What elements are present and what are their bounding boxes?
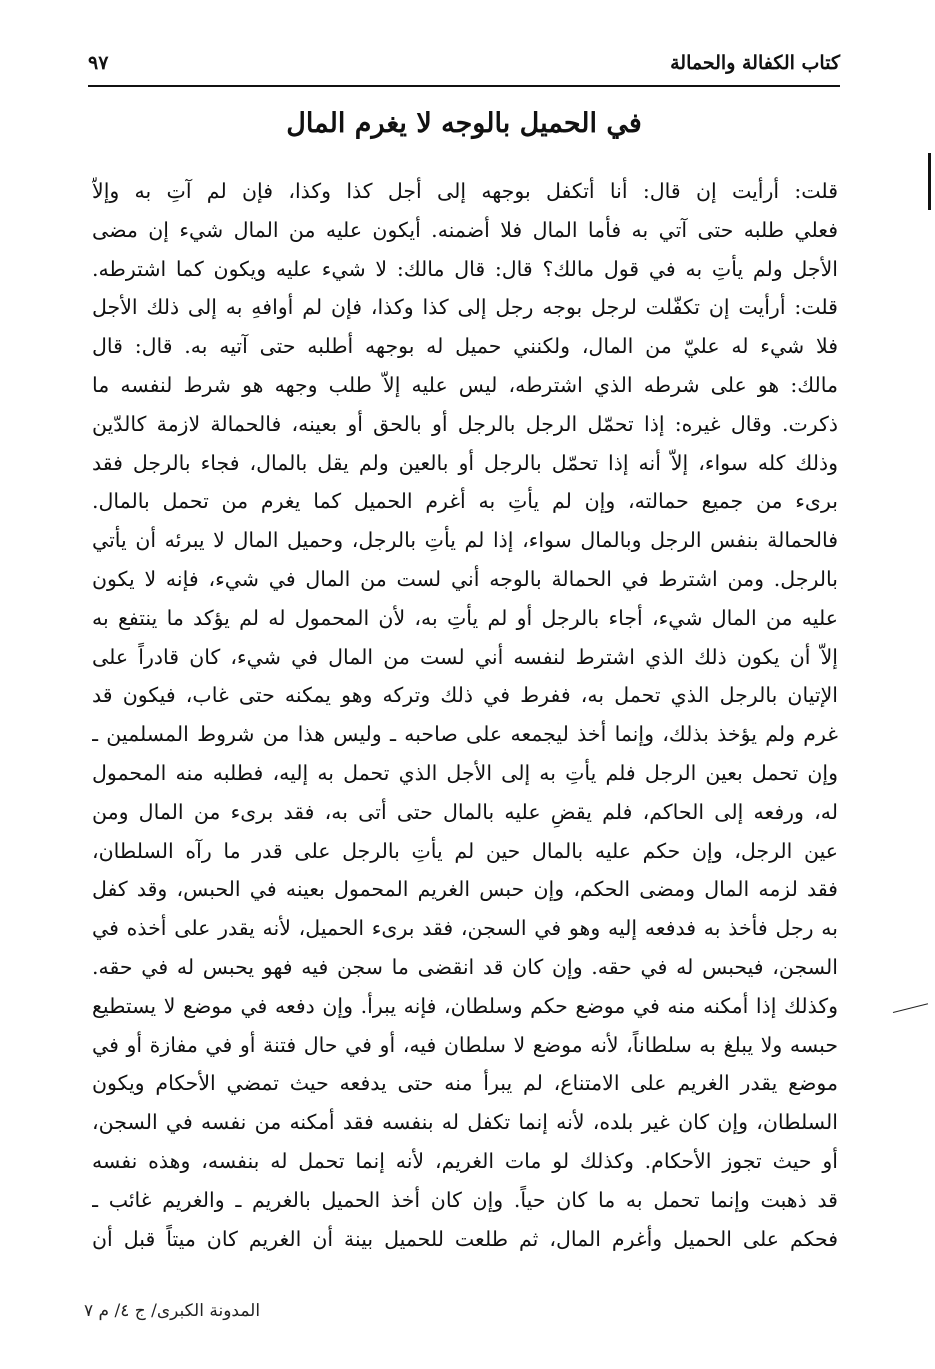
page-number: ٩٧ [88, 52, 109, 74]
page-footer: المدونة الكبرى/ ج ٤/ م ٧ [84, 1301, 261, 1321]
text-line: له، ورفعه إلى الحاكم، فلم يقضِ عليه بالمال حتى أتى به، فقد برىء من المال ومن [92, 799, 838, 824]
page-header [88, 52, 840, 80]
text-line: الأجل ولم يأتِ به في قول مالك؟ قال: قال مالك: لا شيء عليه ويكون كما اشترطه. [92, 256, 838, 281]
section-title: في الحميل بالوجه لا يغرم المال [286, 108, 642, 139]
body-text [92, 172, 838, 1258]
text-line: قلت: أرأيت إن تكفّلت لرجل بوجه رجل إلى كذا وكذا، فإن لم أوافهِ به إلى ذلك الأجل [92, 295, 838, 320]
text-line: غرم ولم يؤخذ بذلك، وإنما أخذ ليجمعه على صاحبه ـ وليس هذا من شروط المسلمين ـ [92, 722, 838, 747]
text-line: به رجل فأخذ به فدفعه إليه وهو في السجن، فقد برىء الحميل، لأنه يقدر على أخذه في [92, 916, 838, 941]
text-line: وذلك كله سواء، إلاّ أنه إذا تحمّل بالرجل أو بالعين ولم يقل بالمال، فجاء بالرجل فقد [92, 450, 838, 475]
text-line: قلت: أرأيت إن قال: أنا أتكفل بوجهه إلى أجل كذا وكذا، فإن لم آتِ به وإلاّ [92, 179, 838, 203]
text-line: فحكم على الحميل وأغرم المال، ثم طلعت للحميل بينة أن الغريم كان ميتاً قبل أن [92, 1226, 838, 1251]
text-line: قد ذهبت وإنما تحمل به ما كان حياً. وإن كان أخذ الحميل بالغريم ـ والغريم غائب ـ [92, 1187, 838, 1212]
text-line: الإتيان بالرجل الذي تحمل به، ففرط في ذلك وتركه وهو يمكنه حتى غاب، فيكون قد [92, 683, 838, 708]
margin-bar [928, 153, 931, 210]
text-line: فالحمالة بنفس الرجل وبالمال سواء، إذا لم يأتِ بالرجل، وحميل المال لا يبرئه أن يأتي [92, 528, 838, 553]
text-line: موضع يقدر الغريم على الامتناع، لم يبرأ منه حتى يدفعه حيث تمضي الأحكام ويكون [92, 1071, 838, 1096]
text-line: إلاّ أن يكون ذلك الذي اشترط لنفسه أني لست من المال في شيء، كان قادراً على [92, 644, 838, 669]
text-line: بالرجل. ومن اشترط في الحمالة بالوجه أني لست من المال في شيء، فإنه لا يكون [92, 566, 838, 591]
text-line: فعلي طلبه حتى آتي به فأما المال فلا أضمنه. أيكون عليه من المال شيء إن مضى [92, 217, 838, 242]
text-line: عين الرجل، وإن حكم عليه بالمال حين لم يأتِ بالرجل على قدر ما رآه السلطان، [92, 838, 838, 863]
text-line: مالك: هو على شرطه الذي اشترطه، ليس عليه إلاّ طلب وجهه هو شرط لنفسه ما [92, 372, 838, 397]
text-line: السلطان، وإن كان غير بلده، لأنه إنما تكفل له بنفسه فقد أمكنه من نفسه في السجن، [92, 1110, 838, 1135]
margin-mark [893, 1003, 928, 1013]
text-line: السجن، فيحبس له في حقه. وإن كان قد انقضى ما سجن فيه فهو يحبس له في حقه. [92, 954, 838, 979]
text-line: فقد لزمه المال ومضى الحكم، وإن حبس الغريم المحمول بعينه في الحبس، وقد كفل [92, 877, 838, 902]
book-title: كتاب الكفالة والحمالة [670, 52, 840, 74]
text-line: عليه من المال شيء، أجاء بالرجل أو لم يأتِ به، لأن المحمول له لم يؤكد ما ينتفع به [92, 605, 838, 630]
text-line: برىء من جميع حمالته، وإن لم يأتِ به أغرم الحميل كما يغرم من تحمل بالمال. [92, 489, 838, 514]
text-line: أو حيث تجوز الأحكام. وكذلك لو مات الغريم، لأنه إنما تحمل له بنفسه، وهذه نفسه [92, 1148, 838, 1173]
header-rule [88, 85, 840, 87]
text-line: وكذلك إذا أمكنه منه في موضع حكم وسلطان، فإنه يبرأ. وإن دفعه في موضع لا يستطيع [92, 993, 838, 1018]
text-line: ذكرت. وقال غيره: إذا تحمّل الرجل بالرجل أو بالحق أو بعينه، فالحمالة لازمة كالدّين [92, 411, 838, 436]
text-line: وإن تحمل بعين الرجل فلم يأتِ به إلى الأجل الذي تحمل به إليه، فطلبه منه المحمول [92, 760, 838, 785]
text-line: حبسه ولا يبلغ به سلطاناً، لأنه موضع لا سلطان فيه، أو في حال فتنة أو في مفازة أو في [92, 1032, 838, 1057]
text-line: فلا شيء له عليّ من المال، ولكنني حميل له بوجهه أطلبه حتى آتيه به. قال: قال [92, 334, 838, 359]
